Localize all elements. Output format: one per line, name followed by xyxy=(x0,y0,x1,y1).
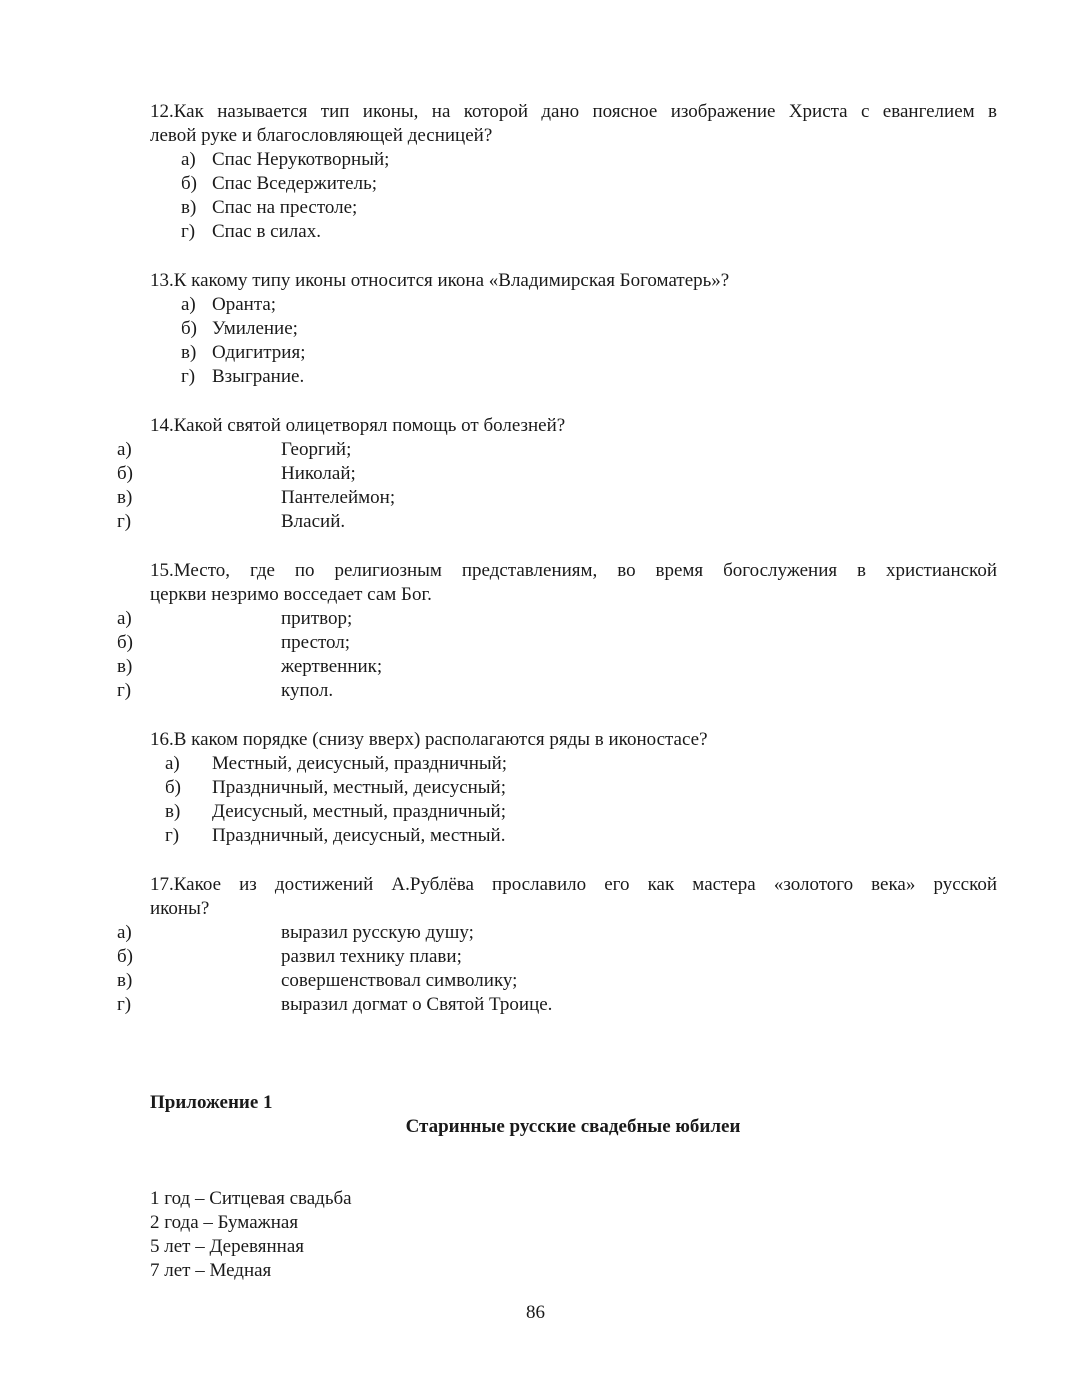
q14-option-letter: б) xyxy=(117,463,133,484)
appendix-list-item: 1 год – Ситцевая свадьба xyxy=(150,1188,352,1209)
q17-option-text: выразил догмат о Святой Троице. xyxy=(281,994,553,1015)
q12-option-letter: а) xyxy=(181,149,196,170)
q15-option-text: престол; xyxy=(281,632,351,653)
q14-option-text: Георгий; xyxy=(281,439,352,460)
q17-option-letter: б) xyxy=(117,946,133,967)
question-16-text: 16.В каком порядке (снизу вверх) располагаются ряды в иконостасе? xyxy=(150,729,708,750)
q15-option-letter: в) xyxy=(117,656,133,677)
q13-option-text: Оранта; xyxy=(212,294,277,315)
q16-option-letter: а) xyxy=(165,753,180,774)
q13-option-letter: б) xyxy=(181,318,197,339)
appendix-list-item: 7 лет – Медная xyxy=(150,1260,272,1281)
q13-option-text: Взыграние. xyxy=(212,366,305,387)
q16-option-text: Праздничный, деисусный, местный. xyxy=(212,825,506,846)
q16-option-letter: в) xyxy=(165,801,181,822)
q13-option-text: Умиление; xyxy=(212,318,298,339)
question-12-text: 12.Как называется тип иконы, на которой дано поясное изображение Христа с евангелием в xyxy=(150,101,997,122)
q14-option-text: Пантелеймон; xyxy=(281,487,396,508)
appendix-label: Приложение 1 xyxy=(150,1092,273,1113)
q17-option-letter: а) xyxy=(117,922,132,943)
q17-option-text: совершенствовал символику; xyxy=(281,970,518,991)
q15-option-text: купол. xyxy=(281,680,334,701)
q16-option-letter: б) xyxy=(165,777,181,798)
q12-option-letter: г) xyxy=(181,221,196,242)
q16-option-letter: г) xyxy=(165,825,180,846)
question-15-text: 15.Место, где по религиозным представлениям, во время богослужения в христианской xyxy=(150,560,997,581)
question-14-text: 14.Какой святой олицетворял помощь от болезней? xyxy=(150,415,566,436)
q15-option-letter: а) xyxy=(117,608,132,629)
q12-option-text: Спас на престоле; xyxy=(212,197,358,218)
q14-option-text: Николай; xyxy=(281,463,356,484)
q17-option-letter: в) xyxy=(117,970,133,991)
page-number: 86 xyxy=(526,1302,545,1323)
q12-option-text: Спас в силах. xyxy=(212,221,321,242)
q15-option-text: притвор; xyxy=(281,608,353,629)
appendix-list-item: 5 лет – Деревянная xyxy=(150,1236,304,1257)
q17-option-letter: г) xyxy=(117,994,132,1015)
q14-option-text: Власий. xyxy=(281,511,346,532)
appendix-title: Старинные русские свадебные юбилеи xyxy=(405,1116,741,1137)
q13-option-text: Одигитрия; xyxy=(212,342,306,363)
q15-option-letter: б) xyxy=(117,632,133,653)
q17-option-text: развил технику плави; xyxy=(281,946,462,967)
q15-option-text: жертвенник; xyxy=(281,656,383,677)
q12-option-letter: б) xyxy=(181,173,197,194)
q16-option-text: Деисусный, местный, праздничный; xyxy=(212,801,506,822)
question-15-text-cont: церкви незримо восседает сам Бог. xyxy=(150,584,432,605)
appendix-list-item: 2 года – Бумажная xyxy=(150,1212,299,1233)
q16-option-text: Праздничный, местный, деисусный; xyxy=(212,777,507,798)
q12-option-letter: в) xyxy=(181,197,197,218)
q14-option-letter: в) xyxy=(117,487,133,508)
q13-option-letter: в) xyxy=(181,342,197,363)
q14-option-letter: а) xyxy=(117,439,132,460)
q17-option-text: выразил русскую душу; xyxy=(281,922,474,943)
q16-option-text: Местный, деисусный, праздничный; xyxy=(212,753,508,774)
question-12-text-cont: левой руке и благословляющей десницей? xyxy=(150,125,493,146)
q12-option-text: Спас Вседержитель; xyxy=(212,173,378,194)
q12-option-text: Спас Нерукотворный; xyxy=(212,149,390,170)
question-17-text-cont: иконы? xyxy=(150,898,210,919)
q13-option-letter: а) xyxy=(181,294,196,315)
question-17-text: 17.Какое из достижений А.Рублёва прославило его как мастера «золотого века» русской xyxy=(150,874,997,895)
question-13-text: 13.К какому типу иконы относится икона «Владимирская Богоматерь»? xyxy=(150,270,730,291)
q13-option-letter: г) xyxy=(181,366,196,387)
q15-option-letter: г) xyxy=(117,680,132,701)
q14-option-letter: г) xyxy=(117,511,132,532)
